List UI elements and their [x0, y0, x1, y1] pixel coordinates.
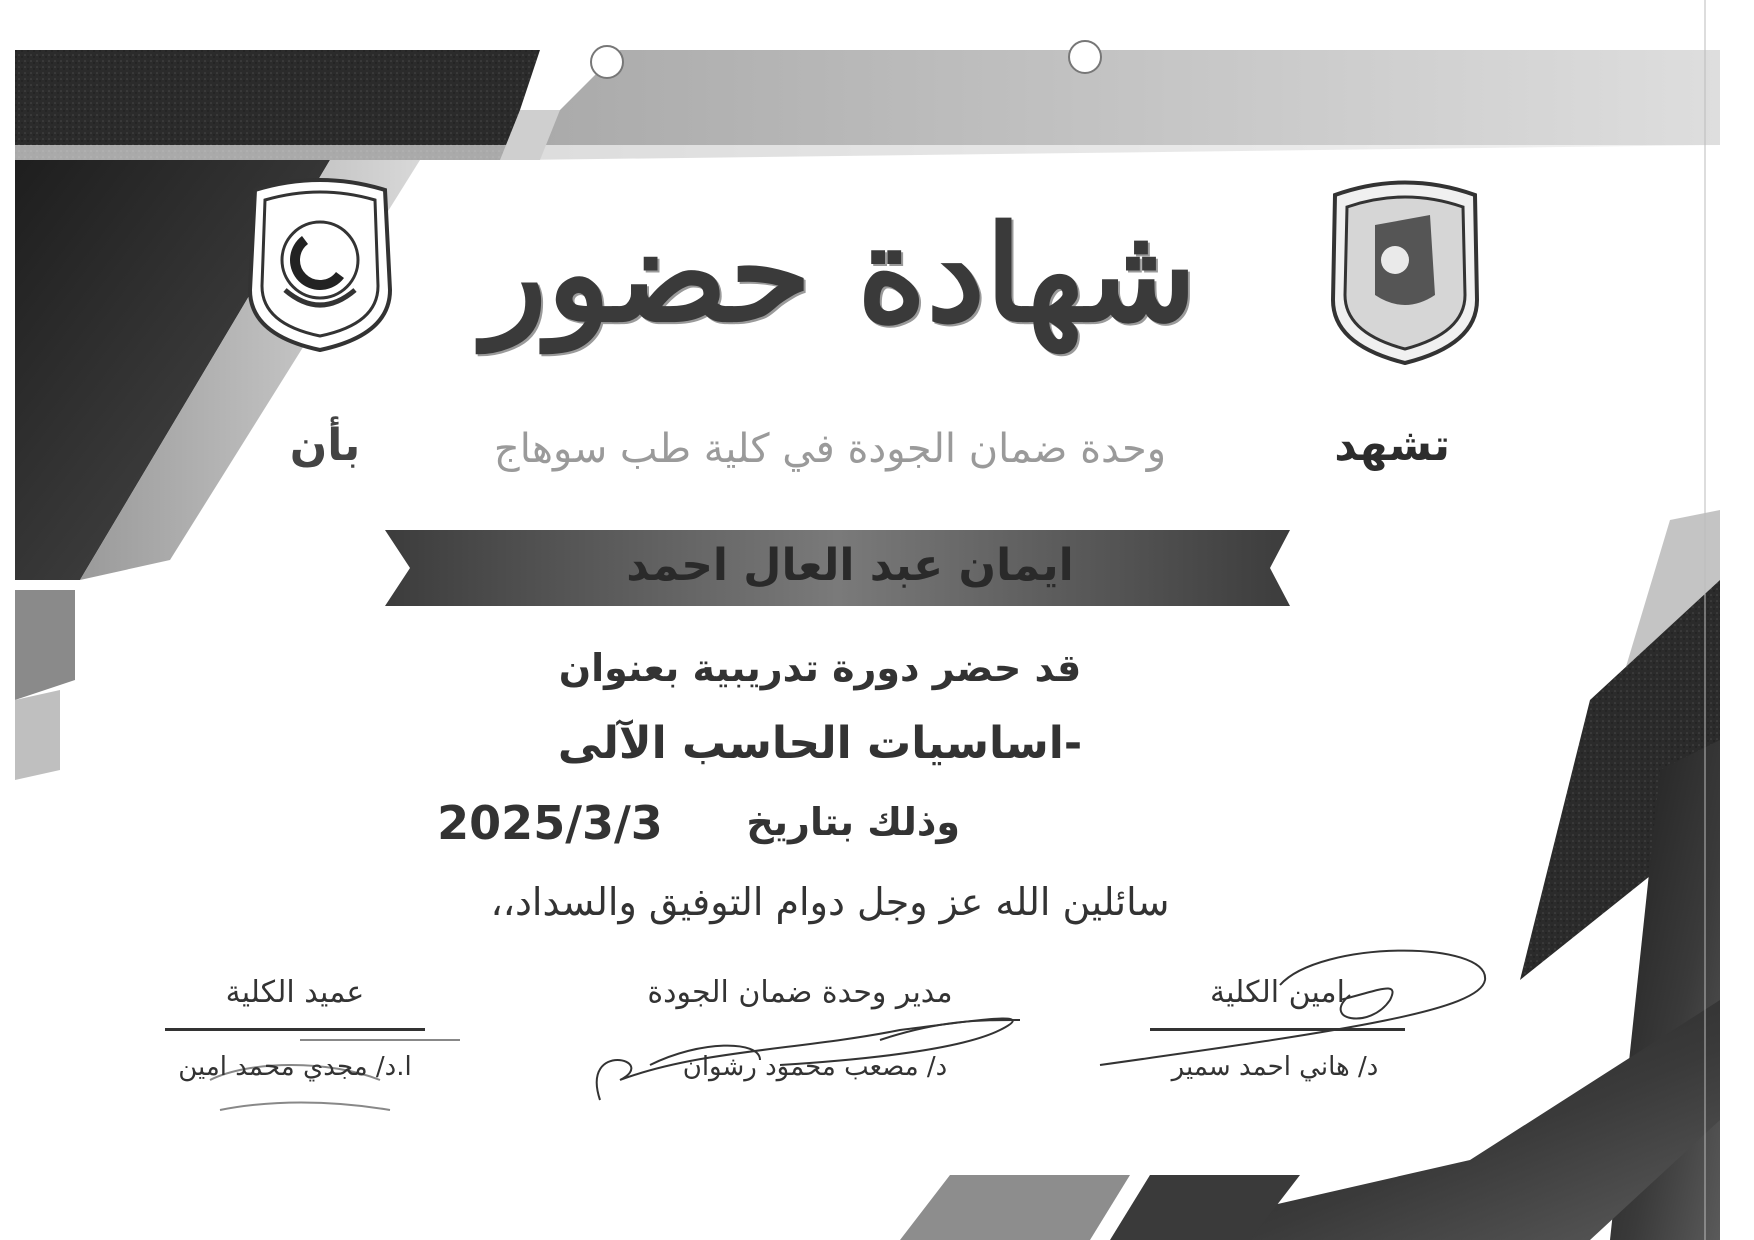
signature-title-quality-director: مدير وحدة ضمان الجودة — [647, 975, 953, 1010]
course-title: -اساسيات الحاسب الآلى — [557, 718, 1083, 769]
punch-hole-right — [1068, 40, 1102, 74]
bottom-chevron-1 — [900, 1175, 1130, 1240]
signature-title-dean: عميد الكلية — [225, 975, 365, 1010]
attended-line: قد حضر دورة تدريبية بعنوان — [558, 646, 1082, 690]
punch-hole-left — [590, 45, 624, 79]
signature-name-dean: ا.د/ مجدي محمد امين — [178, 1052, 412, 1082]
signature-title-secretary: امين الكلية — [1210, 975, 1345, 1010]
signature-name-quality-director: د/ مصعب محمود رشوان — [682, 1052, 948, 1082]
issuing-unit: وحدة ضمان الجودة في كلية طب سوهاج — [493, 426, 1167, 472]
certificate-title: شهادة حضور — [483, 197, 1197, 352]
testifies-label: تشهد — [1334, 420, 1450, 471]
left-light-band — [15, 690, 60, 780]
date-label: وذلك بتاريخ — [746, 800, 960, 844]
recipient-name: ايمان عبد العال احمد — [626, 540, 1074, 591]
closing-prayer: سائلين الله عز وجل دوام التوفيق والسداد،، — [490, 880, 1170, 924]
signature-name-secretary: د/ هاني احمد سمير — [1171, 1052, 1379, 1082]
that-label: بأن — [289, 420, 361, 471]
top-gray-band — [520, 50, 1720, 160]
faculty-logo — [250, 180, 390, 350]
date-value: 2025/3/3 — [437, 796, 663, 850]
university-logo — [1333, 183, 1477, 364]
top-left-dark-band — [15, 50, 560, 160]
left-mid-band — [15, 590, 75, 700]
